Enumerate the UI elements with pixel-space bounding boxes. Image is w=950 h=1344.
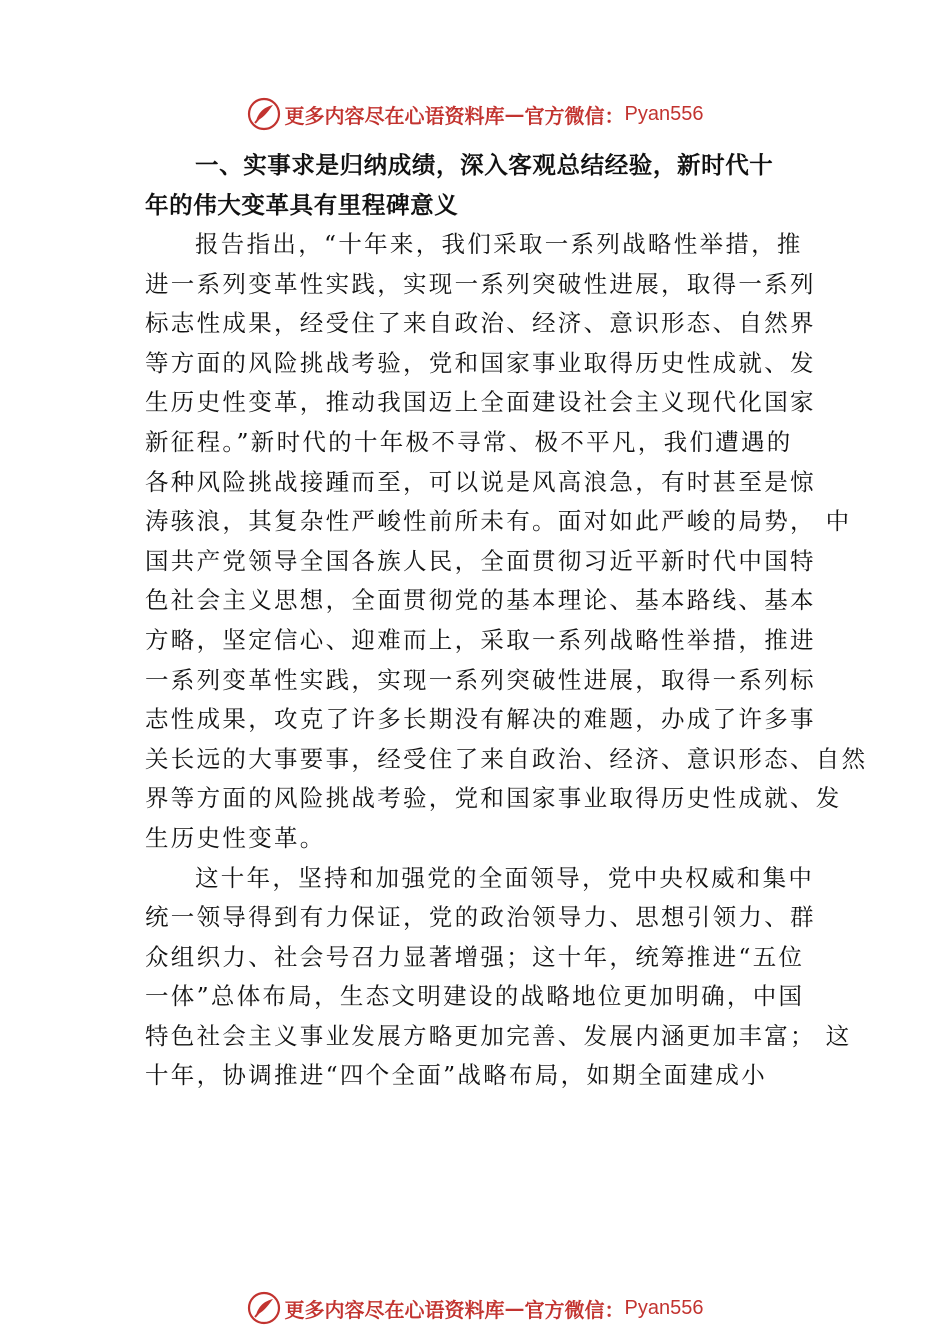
paragraph-line: 一系列变革性实践，实现一系列突破性进展，取得一系列标 xyxy=(145,665,816,694)
paragraph-line: 进一系列变革性实践，实现一系列突破性进展，取得一系列 xyxy=(145,269,816,298)
paragraph-line: 十年，协调推进“四个全面”战略布局，如期全面建成小 xyxy=(145,1061,768,1090)
paragraph-line: 等方面的风险挑战考验，党和国家事业取得历史性成就、发 xyxy=(145,348,816,377)
paragraph-line: 界等方面的风险挑战考验，党和国家事业取得历史性成就、发 xyxy=(145,784,842,813)
paragraph-line: 生历史性变革，推动我国迈上全面建设社会主义现代化国家 xyxy=(145,388,816,417)
paragraph-line: 这十年，坚持和加强党的全面领导，党中央权威和集中 xyxy=(195,863,815,892)
heading-line-2: 年的伟大变革具有里程碑意义 xyxy=(145,191,459,219)
footer-dash: — xyxy=(504,1296,525,1320)
paragraph-2 xyxy=(145,859,852,1097)
footer-banner xyxy=(0,1288,950,1328)
brand-logo-icon xyxy=(247,97,281,131)
paragraph-line: 各种风险挑战接踵而至，可以说是风高浪急，有时甚至是惊 xyxy=(145,467,816,496)
footer-brand-text: 更多内容尽在心语资料库 xyxy=(284,1297,505,1322)
header-dash: — xyxy=(504,102,525,126)
header-wechat-id: Pyan556 xyxy=(624,102,704,125)
paragraph-line: 关长远的大事要事，经受住了来自政治、经济、意识形态、自然 xyxy=(145,744,868,773)
paragraph-line: 方略，坚定信心、迎难而上，采取一系列战略性举措，推进 xyxy=(145,625,816,654)
paragraph-line: 特色社会主义事业发展方略更加完善、发展内涵更加丰富； 这 xyxy=(145,1021,852,1050)
footer-wechat-label: 官方微信： xyxy=(524,1297,625,1322)
section-heading xyxy=(145,145,825,225)
paragraph-line: 标志性成果，经受住了来自政治、经济、意识形态、自然界 xyxy=(145,309,816,338)
header-wechat-label: 官方微信： xyxy=(524,103,625,128)
paragraph-line: 报告指出，“十年来，我们采取一系列战略性举措，推 xyxy=(195,230,803,258)
footer-wechat-id: Pyan556 xyxy=(624,1296,704,1319)
paragraph-line: 一体”总体布局，生态文明建设的战略地位更加明确，中国 xyxy=(145,982,805,1011)
paragraph-line: 生历史性变革。 xyxy=(145,823,326,852)
document-body xyxy=(145,145,868,1096)
paragraph-line: 众组织力、社会号召力显著增强；这十年，统筹推进“五位 xyxy=(145,942,805,971)
paragraph-line: 统一领导得到有力保证，党的政治领导力、思想引领力、群 xyxy=(145,903,816,932)
paragraph-line: 色社会主义思想，全面贯彻党的基本理论、基本路线、基本 xyxy=(145,586,816,615)
paragraph-line: 涛骇浪，其复杂性严峻性前所未有。面对如此严峻的局势， 中 xyxy=(145,507,852,536)
header-banner xyxy=(0,94,950,134)
brand-logo-icon xyxy=(247,1291,281,1325)
paragraph-line: 国共产党领导全国各族人民，全面贯彻习近平新时代中国特 xyxy=(145,546,816,575)
paragraph-line: 新征程。”新时代的十年极不寻常、极不平凡，我们遭遇的 xyxy=(145,427,793,456)
heading-line-1: 一、实事求是归纳成绩，深入客观总结经验，新时代十 xyxy=(195,151,774,179)
paragraph-line: 志性成果，攻克了许多长期没有解决的难题，办成了许多事 xyxy=(145,705,816,734)
paragraph-1 xyxy=(145,225,868,859)
header-brand-text: 更多内容尽在心语资料库 xyxy=(284,103,505,128)
